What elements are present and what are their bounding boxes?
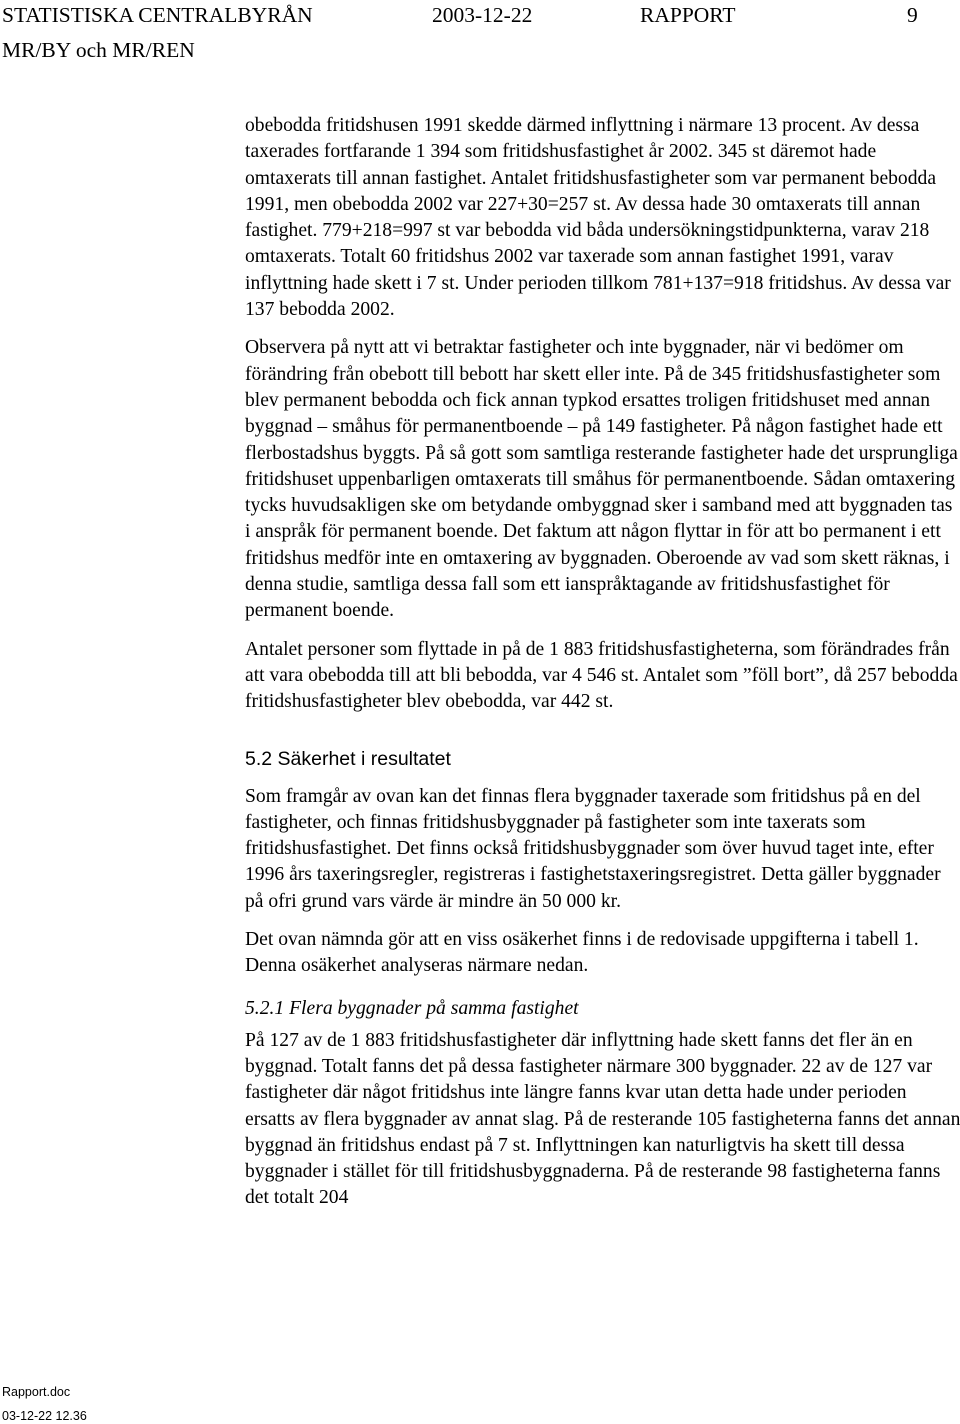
body-paragraph: Antalet personer som flyttade in på de 1 883 fritidshusfastigheterna, som förändrades från att vara obebodda till att bli bebodda, var 4 546 st. Antalet som ”föll bort”, då 257 bebodda fritidshusfastigheter blev obebodda, var 442 st. (245, 638, 958, 713)
header-page-number: 9 (907, 3, 918, 27)
section-heading: 5.2 Säkerhet i resultatet (245, 747, 451, 770)
body-paragraph: Det ovan nämnda gör att en viss osäkerhet finns i de redovisade uppgifterna i tabell 1. Denna osäkerhet analyseras närmare nedan. (245, 929, 919, 977)
header-organization: STATISTISKA CENTRALBYRÅN (2, 3, 313, 27)
document-body (245, 113, 960, 1212)
body-paragraph: obebodda fritidshusen 1991 skedde därmed inflyttning i närmare 13 procent. Av dessa taxerades fortfarande 1 394 som fritidshusfastighet år 2002. 345 st däremot hade omtaxerats till annan fastighet. Antalet fritidshusfastigheter som var permanent bebodda 1991, men obebodda 2002 var 227+30=257 st. Av dessa hade 30 omtaxerats till annan fastighet. 779+218=997 st var bebodda vid båda undersökningstidpunkterna, varav 218 omtaxerats. Totalt 60 fritidshus 2002 var taxerade som annan fastighet 1991, varav inflyttning hade skett i 7 st. Under perioden tillkom 781+137=918 fritidshus. Av dessa var 137 bebodda 2002. (245, 115, 951, 321)
footer-filename: Rapport.doc (2, 1385, 71, 1399)
subsection-heading: 5.2.1 Flera byggnader på samma fastighet (245, 997, 579, 1019)
header-date: 2003-12-22 (432, 3, 533, 27)
header-department: MR/BY och MR/REN (2, 38, 195, 62)
body-paragraph: Observera på nytt att vi betraktar fastigheter och inte byggnader, när vi bedömer om förändring från obebott till bebott har skett eller inte. På de 345 fritidshusfastigheter som blev permanent bebodda och fick annan typkod ersattes troligen fritidshuset med annan byggnad – småhus för permanentboende – på 149 fastigheter. På någon fastighet hade ett flerbostadshus byggts. På så gott som samtliga resterande fastigheter hade det ursprungliga fritidshuset uppenbarligen omtaxerats till småhus för permanentboende. Sådan omtaxering tycks huvudsakligen ske om betydande ombyggnad sker i samband med att byggnaden tas i anspråk för permanent boende. Det faktum att någon flyttar in för att bo permanent i ett fritidshus medför inte en omtaxering av byggnaden. Oberoende av vad som skett räknas, i denna studie, samtliga dessa fall som ett ianspråktagande av fritidshusfastighet för permanent boende. (245, 337, 958, 622)
body-paragraph: Som framgår av ovan kan det finnas flera byggnader taxerade som fritidshus på en del fastigheter, och finnas fritidshusbyggnader på fastigheter som inte taxerats som fritidshusfastighet. Det finns också fritidshusbyggnader som över huvud taget inte, efter 1996 års taxeringsregler, registreras i fastighetstaxeringsregistret. Detta gäller byggnader på ofri grund vars värde är mindre än 50 000 kr. (245, 785, 941, 912)
header-document-type: RAPPORT (640, 3, 736, 27)
body-paragraph: På 127 av de 1 883 fritidshusfastigheter där inflyttning hade skett fanns det fler än en byggnad. Totalt fanns det på dessa fastigheter närmare 300 byggnader. 22 av de 127 var fastigheter där något fritidshus inte längre fanns kvar utan detta hade under perioden ersatts av flera byggnader av annat slag. På de resterande 105 fastigheterna fanns det annan byggnad än fritidshus endast på 7 st. Inflyttningen kan naturligtvis ha skett till dessa byggnader i stället för till fritidshusbyggnaderna. På de resterande 98 fastigheterna fanns det totalt 204 (245, 1029, 960, 1209)
footer-timestamp: 03-12-22 12.36 (2, 1409, 87, 1423)
